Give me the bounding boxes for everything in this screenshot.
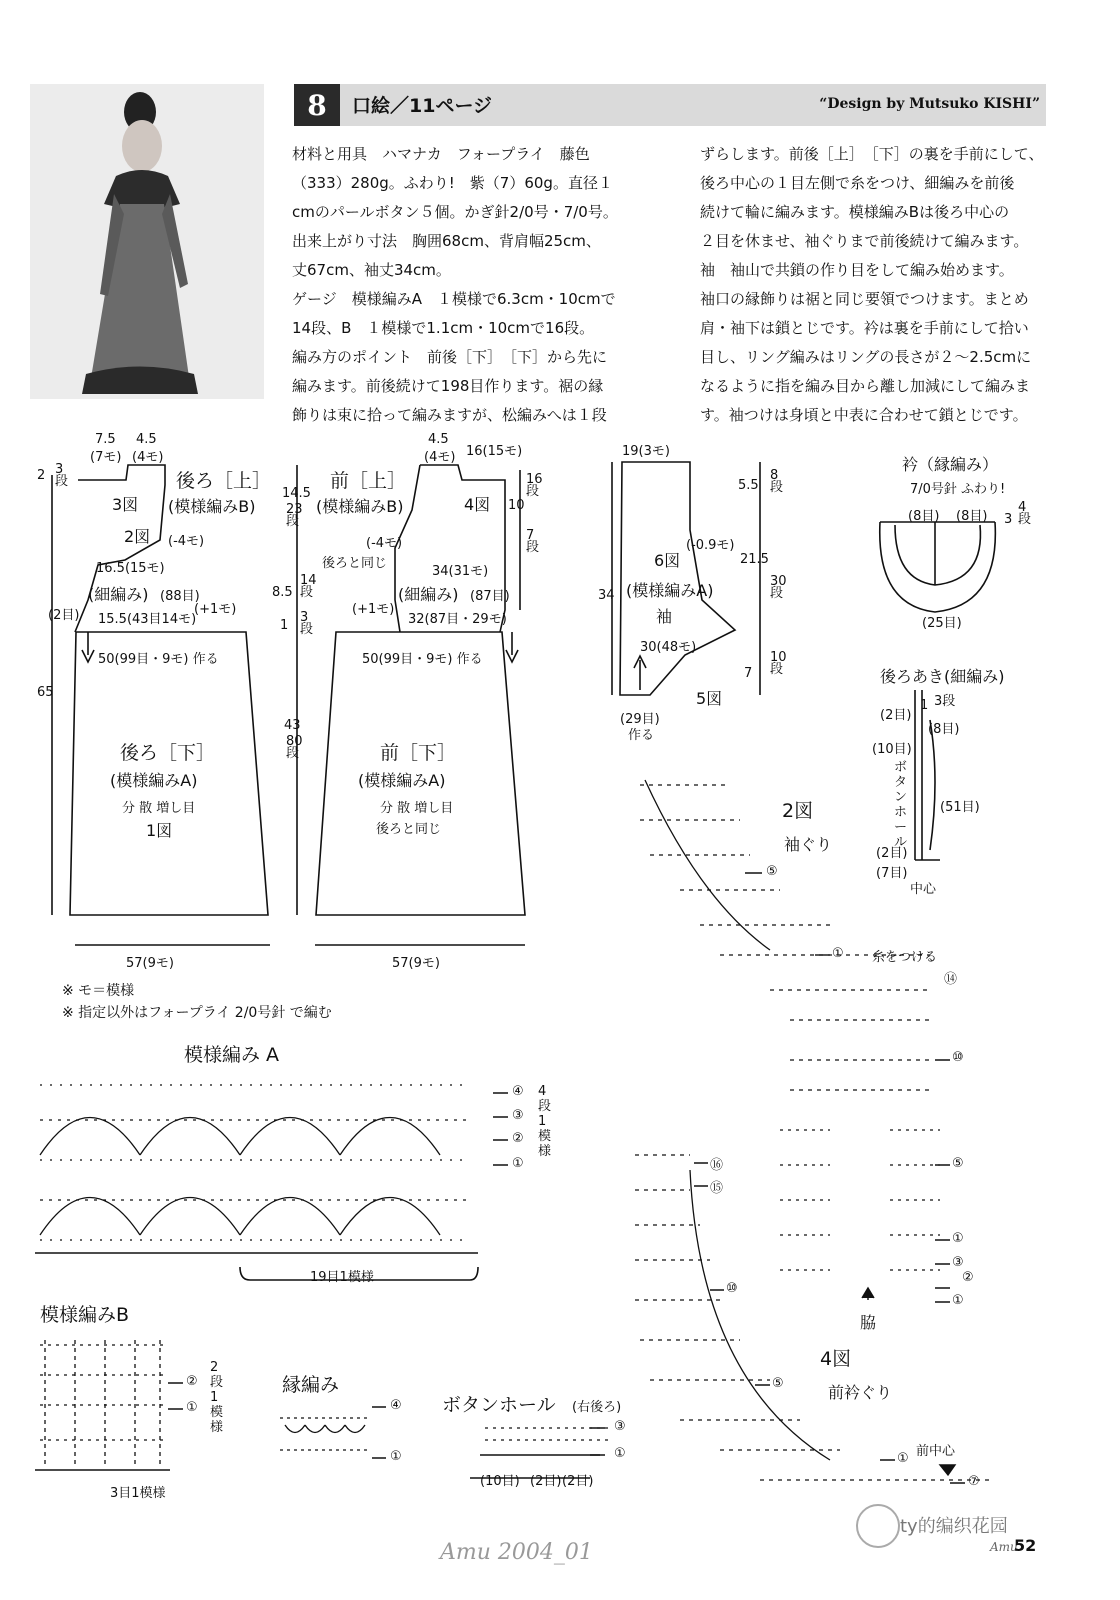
front-right-10: 10 bbox=[508, 498, 525, 513]
pattern-b-row1: ① bbox=[186, 1400, 198, 1415]
front-upper-pattern: (模様編みB) bbox=[316, 497, 404, 516]
instr-left-line-4: 出来上がり寸法 胸囲68cm、背肩幅25cm、 bbox=[292, 232, 601, 250]
buttonhole-row3: ③ bbox=[614, 1419, 626, 1434]
collar-25: (25目) bbox=[922, 616, 962, 631]
note-1: ※ モ＝模様 bbox=[62, 983, 135, 999]
front-upper-label: 前［上］ bbox=[330, 470, 407, 492]
back-length-65: 65 bbox=[37, 685, 54, 700]
instr-right-line-5: 袖 袖山で共鎖の作り目をして編み始めます。 bbox=[700, 261, 1014, 279]
back-dist-inc: 分 散 増し目 bbox=[122, 801, 196, 816]
fig2-r3: ③ bbox=[952, 1255, 964, 1270]
sleeve-width-30: 30(48モ) bbox=[640, 640, 697, 655]
edging-row4: ④ bbox=[390, 1398, 402, 1413]
footer-brand: Amu bbox=[990, 1540, 1018, 1554]
front-top-width: 4.5 bbox=[428, 432, 449, 447]
front-fig4: 4図 bbox=[464, 495, 491, 514]
back-bottom-width: 57(9モ) bbox=[126, 956, 174, 971]
sleeve-decrease: (-0.9モ) bbox=[686, 538, 735, 553]
dim-43: 43 bbox=[284, 718, 301, 733]
fig4-r7: ⑦ bbox=[968, 1474, 980, 1489]
fig2-r5b: ⑤ bbox=[952, 1156, 964, 1171]
front-top-right: 16(15モ) bbox=[466, 444, 523, 459]
instr-left-line-6: ゲージ 模様編みA １模様で6.3cm・10cmで bbox=[292, 290, 616, 308]
fig2-r5: ⑤ bbox=[766, 864, 778, 879]
sleeve-top-width: 19(3モ) bbox=[622, 444, 670, 459]
front-right-7: 7段 bbox=[526, 528, 540, 555]
instr-left-line-10: 飾りは束に拾って編みますが、松編みへは１段 bbox=[292, 406, 607, 424]
back-side-3: 3段 bbox=[55, 462, 69, 489]
sleeve-pattern: (模様編みA) bbox=[626, 581, 714, 600]
front-chain: 50(99目・9モ) 作る bbox=[362, 652, 483, 667]
instr-right-line-4: ２目を休ませ、袖ぐりまで前後続けて編みます。 bbox=[700, 232, 1029, 250]
instr-right-line-3: 続けて輪に編みます。模様編みBは後ろ中心の bbox=[700, 203, 1010, 221]
fig2-side: 脇 bbox=[860, 1313, 877, 1332]
back-top-width-2-st: (4モ) bbox=[132, 450, 164, 465]
sleeve-5-5: 5.5 bbox=[738, 478, 759, 493]
bo-1: 1 bbox=[920, 698, 929, 713]
edging-title: 縁編み bbox=[282, 1374, 340, 1396]
instr-left-line-8: 編み方のポイント 前後［下］ ［下］から先に bbox=[292, 348, 608, 366]
sleeve-30: 30段 bbox=[770, 574, 787, 601]
front-increase: (+1モ) bbox=[352, 602, 395, 617]
fig2-r10: ⑩ bbox=[952, 1050, 964, 1065]
back-fig3: 3図 bbox=[112, 495, 139, 514]
fig4-center: 前中心 bbox=[916, 1444, 956, 1459]
fig4-r15: ⑮ bbox=[710, 1181, 724, 1196]
back-lower-label: 後ろ［下］ bbox=[120, 742, 216, 764]
instr-right-line-1: ずらします。前後［上］ ［下］の裏を手前にして、 bbox=[700, 145, 1044, 163]
front-lower-label: 前［下］ bbox=[380, 742, 457, 764]
dim-80: 80段 bbox=[286, 734, 303, 761]
sleeve-label: 袖 bbox=[656, 607, 673, 626]
pattern-a-row4: ④ bbox=[512, 1084, 524, 1099]
buttonhole-title: ボタンホール bbox=[442, 1394, 556, 1416]
bo-2st: (2目) bbox=[880, 708, 912, 723]
back-decrease: (-4モ) bbox=[168, 534, 205, 549]
back-opening-title: 後ろあき(細編み) bbox=[880, 667, 1005, 686]
instr-left-line-1: 材料と用具 ハマナカ フォープライ 藤色 bbox=[292, 145, 590, 163]
fig2-r1c: ① bbox=[952, 1293, 964, 1308]
dim-23: 23段 bbox=[286, 502, 303, 529]
bo-3: 3段 bbox=[934, 694, 956, 709]
back-width-15-5: 15.5(43目14モ) bbox=[98, 612, 197, 627]
back-side-2: 2 bbox=[37, 468, 46, 483]
dim-1: 1 bbox=[280, 618, 289, 633]
instr-right-line-8: 目し、リング編みはリングの長さが２～2.5cmに bbox=[700, 348, 1032, 366]
front-same-back: 後ろと同じ bbox=[322, 556, 388, 571]
front-top-width-st: (4モ) bbox=[424, 450, 456, 465]
pattern-b-row2: ② bbox=[186, 1374, 198, 1389]
dim-14: 14段 bbox=[300, 573, 317, 600]
back-fig1: 1図 bbox=[146, 821, 173, 840]
instr-left-line-9: 編みます。前後続けて198目作ります。裾の縁 bbox=[292, 377, 604, 395]
front-bottom-width: 57(9モ) bbox=[392, 956, 440, 971]
front-dist-inc: 分 散 増し目 bbox=[380, 801, 454, 816]
edging-row1: ① bbox=[390, 1449, 402, 1464]
sleeve-make: 作る bbox=[628, 728, 655, 743]
instr-right-line-7: 肩・袖下は鎖とじです。衿は裏を手前にして拾い bbox=[700, 319, 1029, 337]
buttonhole-footer1: (10目) bbox=[480, 1474, 520, 1489]
buttonhole-sub: (右後ろ) bbox=[572, 1400, 622, 1415]
pattern-a-repeat: 4段1模様 bbox=[538, 1084, 552, 1159]
instr-right-line-2: 後ろ中心の１目左側で糸をつけ、細編みを前後 bbox=[700, 174, 1015, 192]
back-top-width-1: 7.5 bbox=[95, 432, 116, 447]
designer-credit: “Design by Mutsuko KISHI” bbox=[819, 96, 1040, 112]
front-sc-label: (細編み) bbox=[398, 585, 459, 604]
watermark: ty的编织花园 bbox=[900, 1516, 1008, 1537]
buttonhole-footer3: (2目) bbox=[562, 1474, 594, 1489]
instr-right-line-9: なるように指を編み目から離し加減にして編みま bbox=[700, 377, 1031, 395]
instr-left-line-7: 14段、B １模様で1.1cm・10cmで16段。 bbox=[292, 319, 595, 337]
back-chain: 50(99目・9モ) 作る bbox=[98, 652, 219, 667]
back-top-width-2: 4.5 bbox=[136, 432, 157, 447]
pattern-a-row1: ① bbox=[512, 1156, 524, 1171]
pattern-a-row2: ② bbox=[512, 1131, 524, 1146]
fig2-r2: ② bbox=[962, 1270, 974, 1285]
back-width-16-5: 16.5(15モ) bbox=[96, 561, 165, 576]
bo-2b: (2目) bbox=[876, 846, 908, 861]
collar-title: 衿（縁編み） bbox=[902, 455, 999, 474]
back-sc-st: (88目) bbox=[160, 589, 200, 604]
sleeve-21-5: 21.5 bbox=[740, 552, 769, 567]
front-lower-pattern: (模様編みA) bbox=[358, 771, 446, 790]
buttonhole-row1: ① bbox=[614, 1446, 626, 1461]
instr-left-line-5: 丈67cm、袖丈34cm。 bbox=[292, 261, 451, 279]
fig2-r14: ⑭ bbox=[944, 972, 958, 987]
front-width-34: 34(31モ) bbox=[432, 564, 489, 579]
instr-left-line-2: （333）280g。ふわり! 紫（7）60g。直径１ bbox=[292, 174, 613, 192]
collar-hook: 7/0号針 ふわり! bbox=[910, 482, 1006, 497]
back-top-width-1-st: (7モ) bbox=[90, 450, 122, 465]
front-width-32: 32(87目・29モ) bbox=[408, 612, 507, 627]
front-decrease: (-4モ) bbox=[366, 536, 403, 551]
dim-14-5: 14.5 bbox=[282, 486, 311, 501]
pattern-b-repeat: 2段1模様 bbox=[210, 1360, 224, 1435]
dim-8-5: 8.5 bbox=[272, 585, 293, 600]
fig4-r16: ⑯ bbox=[710, 1158, 724, 1173]
back-lower-pattern: (模様編みA) bbox=[110, 771, 198, 790]
instr-left-line-3: cmのパールボタン５個。かぎ針2/0号・7/0号。 bbox=[292, 203, 618, 221]
fig4-r5: ⑤ bbox=[772, 1376, 784, 1391]
pattern-a-footer: 19目1模様 bbox=[310, 1270, 374, 1285]
sleeve-8: 8段 bbox=[770, 468, 784, 495]
back-upper-pattern: (模様編みB) bbox=[168, 497, 256, 516]
collar-3: 3 bbox=[1004, 512, 1013, 527]
pattern-b-footer: 3目1模様 bbox=[110, 1486, 166, 1501]
fig2-r1: ① bbox=[832, 946, 844, 961]
sleeve-chain: (29目) bbox=[620, 712, 660, 727]
bo-button-hole: ボタンホール bbox=[894, 760, 908, 850]
bo-10: (10目) bbox=[872, 742, 912, 757]
buttonhole-footer2: (2目) bbox=[530, 1474, 562, 1489]
pattern-a-title: 模様編み A bbox=[184, 1044, 280, 1066]
wechat-icon bbox=[856, 1504, 900, 1548]
back-sc-label: (細編み) bbox=[88, 585, 149, 604]
instr-right-line-10: す。袖つけは身頃と中表に合わせて鎖とじです。 bbox=[700, 406, 1028, 424]
collar-8b: (8目) bbox=[956, 509, 988, 524]
fig4-label: 4図 bbox=[820, 1348, 852, 1370]
page-title: 口絵／11ページ bbox=[352, 95, 493, 117]
sleeve-10: 10段 bbox=[770, 650, 787, 677]
pattern-a-row3: ③ bbox=[512, 1108, 524, 1123]
fig2-label: 2図 bbox=[782, 800, 814, 822]
front-same-back-2: 後ろと同じ bbox=[376, 822, 442, 837]
bo-center: 中心 bbox=[910, 882, 937, 897]
dim-3: 3段 bbox=[300, 610, 314, 637]
sleeve-fig6: 6図 bbox=[654, 551, 681, 570]
back-fig2: 2図 bbox=[124, 527, 151, 546]
fig2-attach: 糸をつける bbox=[872, 950, 938, 965]
sleeve-34: 34 bbox=[598, 588, 615, 603]
pattern-number: 8 bbox=[294, 84, 340, 126]
page-number: 52 bbox=[1014, 1536, 1037, 1555]
fig2-r1b: ① bbox=[952, 1231, 964, 1246]
back-upper-label: 後ろ［上］ bbox=[176, 470, 272, 492]
fig2-sub: 袖ぐり bbox=[784, 835, 833, 854]
note-2: ※ 指定以外はフォープライ 2/0号針 で編む bbox=[62, 1005, 332, 1021]
instr-right-line-6: 袖口の縁飾りは裾と同じ要領でつけます。まとめ bbox=[700, 290, 1029, 308]
collar-8a: (8目) bbox=[908, 509, 940, 524]
back-increase: (+1モ) bbox=[194, 602, 237, 617]
bo-8: (8目) bbox=[928, 722, 960, 737]
sleeve-fig5: 5図 bbox=[696, 689, 723, 708]
sleeve-7: 7 bbox=[744, 666, 753, 681]
bo-7: (7目) bbox=[876, 866, 908, 881]
source-caption: Amu 2004_01 bbox=[440, 1540, 593, 1565]
pattern-b-title: 模様編みB bbox=[40, 1304, 130, 1326]
back-left-2st: (2目) bbox=[48, 608, 80, 623]
fig4-r10: ⑩ bbox=[726, 1281, 738, 1296]
fig4-sub: 前衿ぐり bbox=[828, 1383, 893, 1402]
fig4-r1: ① bbox=[897, 1451, 909, 1466]
front-right-16: 16段 bbox=[526, 472, 543, 499]
bo-51: (51目) bbox=[940, 800, 980, 815]
front-sc-st: (87目) bbox=[470, 589, 510, 604]
collar-4: 4段 bbox=[1018, 500, 1032, 527]
